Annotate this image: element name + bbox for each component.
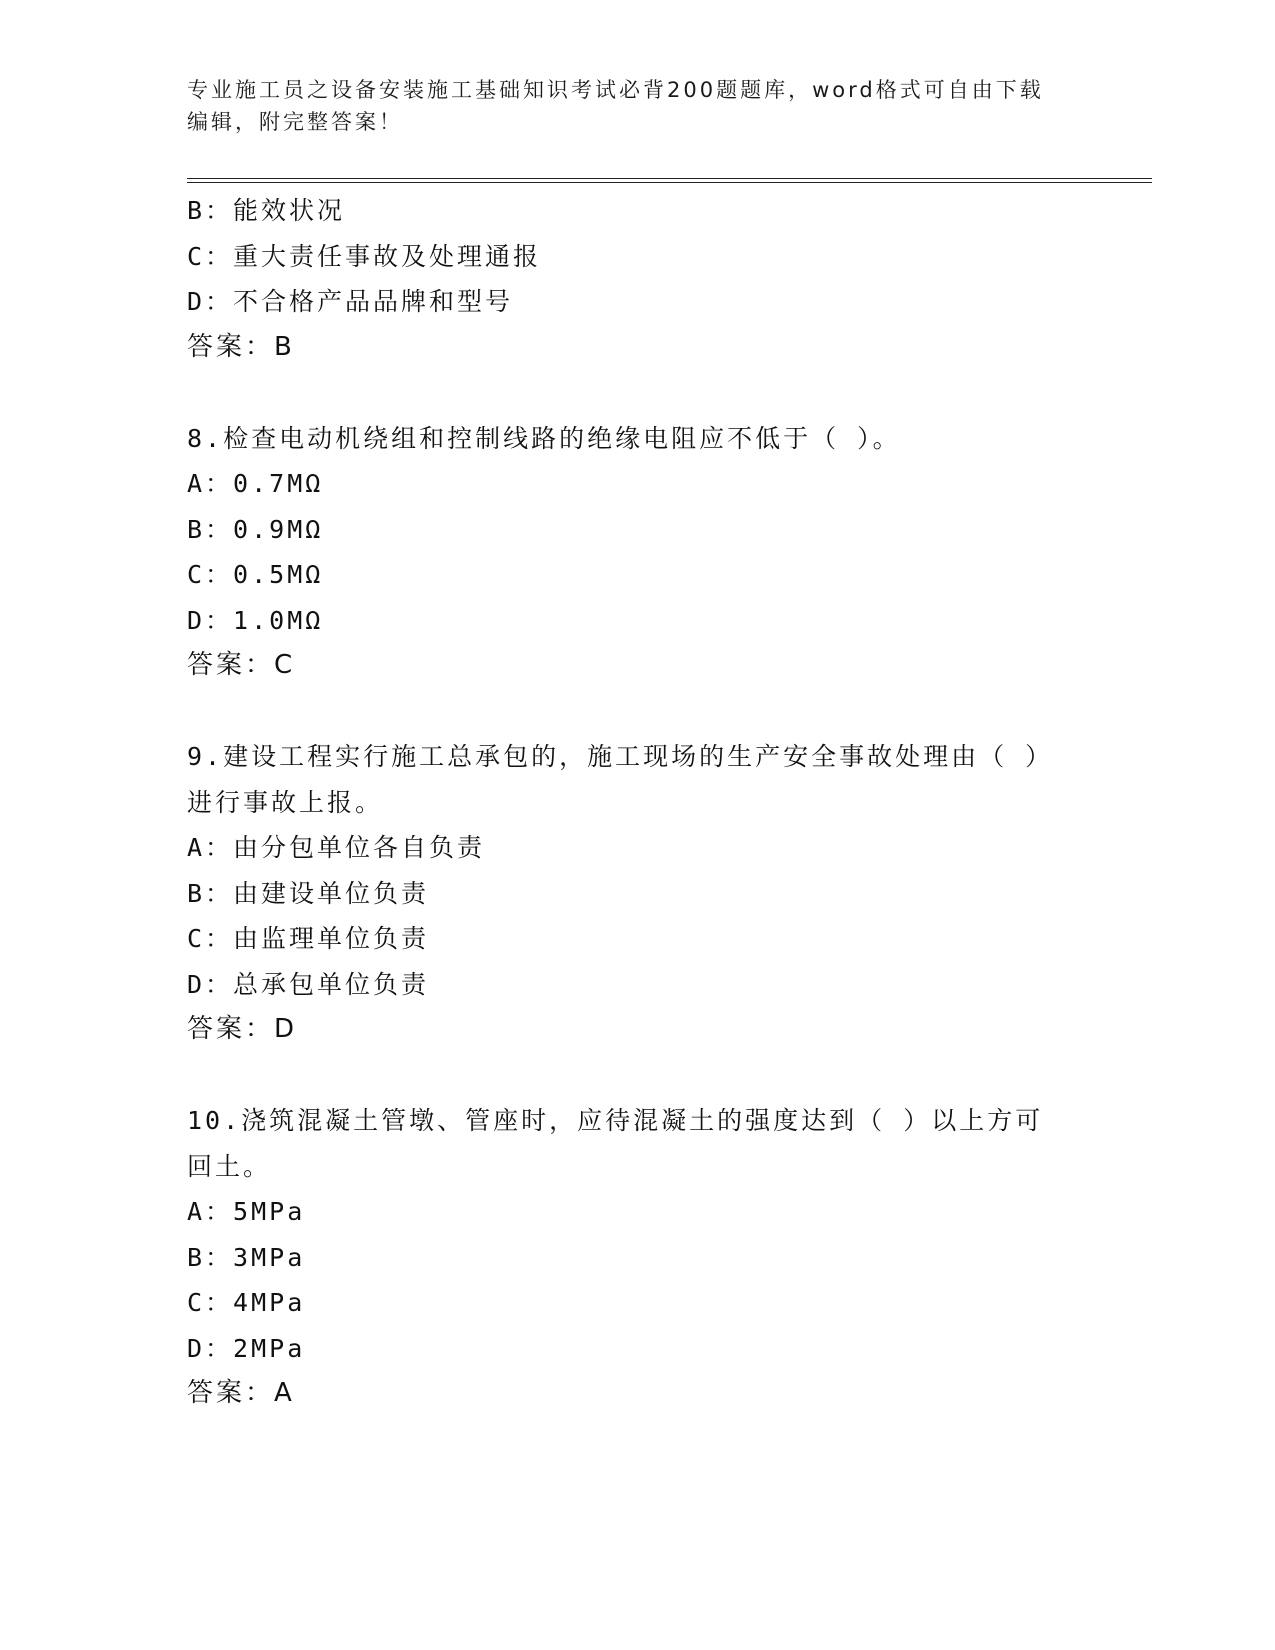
question-text: 10.浇筑混凝土管墩、管座时，应待混凝土的强度达到（ ）以上方可 bbox=[187, 1106, 1044, 1135]
option-b: B：能效状况 bbox=[187, 196, 346, 225]
answer-line: 答案：C bbox=[187, 650, 296, 680]
document-body bbox=[187, 188, 1087, 1417]
option-c: C：由监理单位负责 bbox=[187, 924, 430, 953]
option-c: C：重大责任事故及处理通报 bbox=[187, 241, 542, 271]
option-c: C：4MPa bbox=[187, 1288, 306, 1317]
option-a: A：5MPa bbox=[187, 1197, 306, 1226]
option-a: A：0.7MΩ bbox=[187, 469, 324, 498]
question-block-9 bbox=[187, 734, 1087, 1053]
question-block-continued bbox=[187, 188, 1087, 370]
spacer bbox=[187, 1053, 1087, 1099]
answer-line: 答案：B bbox=[187, 331, 295, 362]
option-d: D：2MPa bbox=[187, 1333, 306, 1363]
question-text-continued: 回土。 bbox=[187, 1151, 272, 1181]
option-d: D：总承包单位负责 bbox=[187, 969, 430, 999]
header-line-1: 专业施工员之设备安装施工基础知识考试必背200题题库，word格式可自由下载 bbox=[187, 78, 1044, 102]
header-rule-top bbox=[187, 178, 1152, 179]
answer-line: 答案：D bbox=[187, 1014, 298, 1044]
spacer bbox=[187, 689, 1087, 735]
option-d: D：不合格产品品牌和型号 bbox=[187, 287, 514, 316]
option-b: B：0.9MΩ bbox=[187, 514, 324, 544]
option-b: B：3MPa bbox=[187, 1242, 306, 1272]
answer-line: 答案：A bbox=[187, 1378, 295, 1408]
option-c: C：0.5MΩ bbox=[187, 560, 324, 589]
question-text-continued: 进行事故上报。 bbox=[187, 787, 384, 817]
option-d: D：1.0MΩ bbox=[187, 605, 324, 635]
spacer bbox=[187, 370, 1087, 416]
question-block-10 bbox=[187, 1098, 1087, 1417]
question-text: 9.建设工程实行施工总承包的，施工现场的生产安全事故处理由（ ） bbox=[187, 742, 1054, 771]
option-b: B：由建设单位负责 bbox=[187, 878, 430, 908]
header-line-2: 编辑，附完整答案！ bbox=[187, 110, 403, 134]
header-rule-bottom bbox=[187, 182, 1152, 183]
question-block-8 bbox=[187, 416, 1087, 689]
question-text: 8.检查电动机绕组和控制线路的绝缘电阻应不低于（ ）。 bbox=[187, 423, 901, 453]
document-header bbox=[187, 74, 1067, 138]
option-a: A：由分包单位各自负责 bbox=[187, 833, 486, 862]
